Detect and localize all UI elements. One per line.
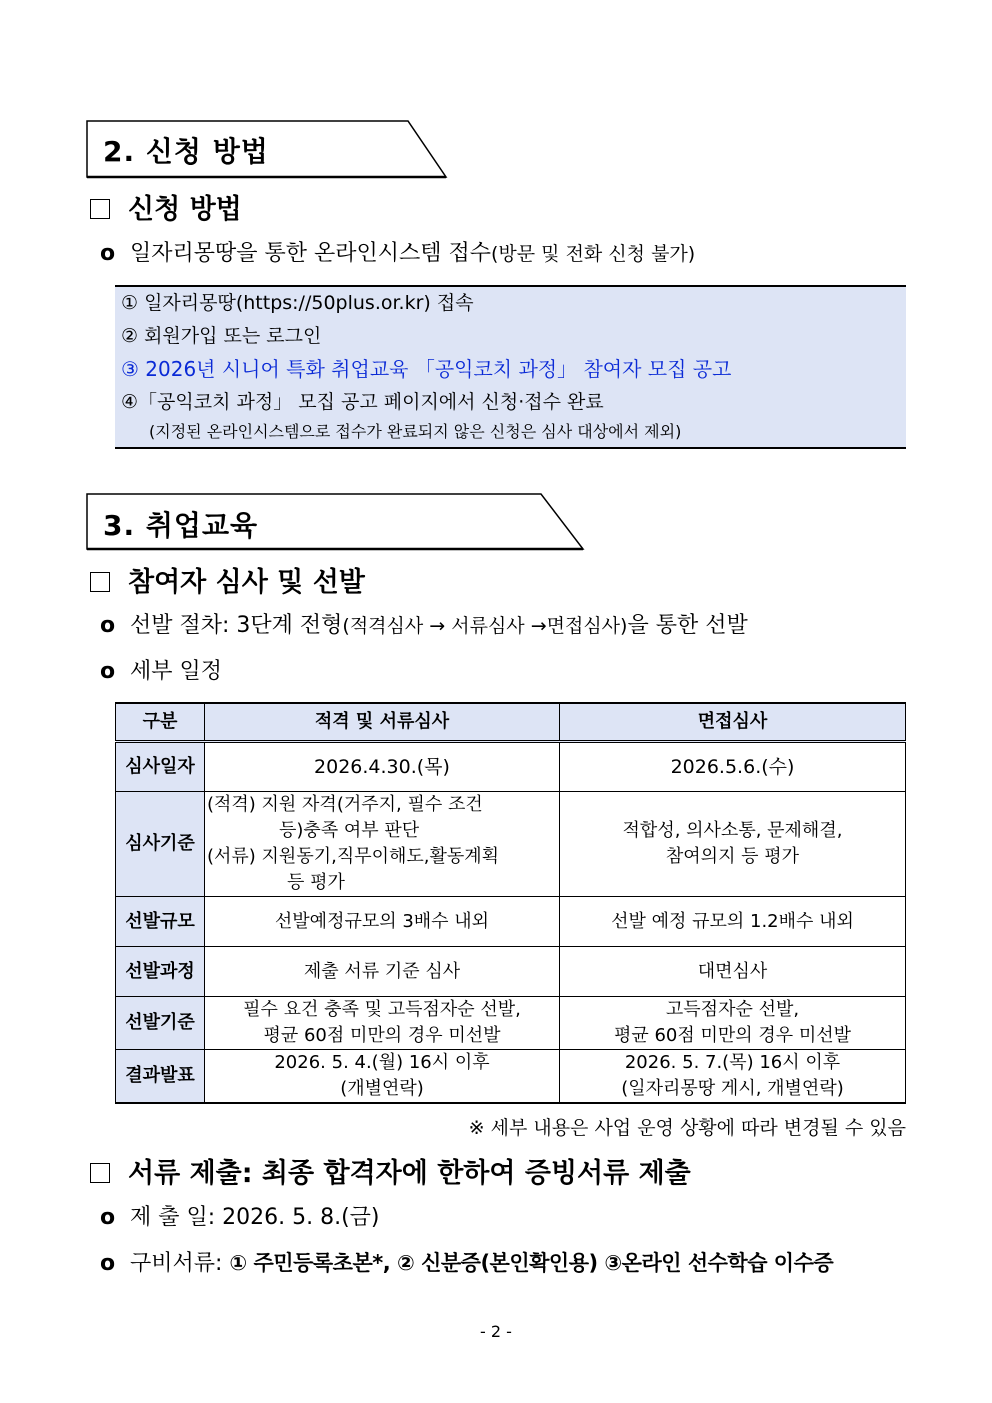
page-number: - 2 - <box>480 1322 512 1341</box>
section3-subheading: 참여자 심사 및 선발 <box>90 560 365 599</box>
steps-note: (지정된 온라인시스템으로 접수가 완료되지 않은 신청은 심사 대상에서 제외) <box>149 422 682 441</box>
document-submission-heading: 서류 제출: 최종 합격자에 한하여 증빙서류 제출 <box>90 1151 691 1190</box>
table-row <box>116 742 906 792</box>
circle-bullet-icon: o <box>100 1205 116 1230</box>
table-cell <box>560 792 906 897</box>
step-1: ① 일자리몽땅(https://50plus.or.kr) 접속 <box>121 292 474 314</box>
circle-bullet-icon: o <box>100 659 116 684</box>
cell-line: 2026. 5. 4.(월) 16시 이후 <box>274 1052 490 1073</box>
table-cell: 2026.5.6.(수) <box>560 742 906 792</box>
cell-line: 등 평가 <box>287 872 345 893</box>
required-documents: o 구비서류: ① 주민등록초본*, ② 신분증(본인확인용) ③온라인 선수학습 이수증 <box>100 1251 834 1276</box>
cell-line: (서류) 지원동기,직무이해도,활동계획 <box>207 846 500 867</box>
table-cell: 선발예정규모의 3배수 내외 <box>205 897 560 947</box>
table-row <box>116 1050 906 1104</box>
row-label: 선발기준 <box>116 997 205 1050</box>
row-label: 결과발표 <box>116 1050 205 1104</box>
table-cell <box>205 997 560 1050</box>
section2-subheading: 신청 방법 <box>90 187 242 226</box>
table-cell <box>560 997 906 1050</box>
circle-bullet-icon: o <box>100 1251 116 1276</box>
cell-line: 고득점자순 선발, <box>665 999 800 1020</box>
cell-line: 등)충족 여부 판단 <box>279 820 420 841</box>
square-bullet-icon <box>90 199 110 219</box>
table-header: 면접심사 <box>560 703 906 742</box>
section2-title: 2. 신청 방법 <box>103 135 269 168</box>
cell-line: (일자리몽땅 게시, 개별연락) <box>621 1078 844 1099</box>
table-header: 구분 <box>116 703 205 742</box>
row-label: 선발규모 <box>116 897 205 947</box>
step-4: ④「공익코치 과정」 모집 공고 페이지에서 신청·접수 완료 <box>121 391 604 413</box>
square-bullet-icon <box>90 572 110 592</box>
table-cell: 대면심사 <box>560 947 906 997</box>
table-row <box>116 792 906 897</box>
table-row <box>116 997 906 1050</box>
square-bullet-icon <box>90 1163 110 1183</box>
circle-bullet-icon: o <box>100 613 116 638</box>
table-cell <box>560 1050 906 1104</box>
row-label: 선발과정 <box>116 947 205 997</box>
submission-date: o 제 출 일: 2026. 5. 8.(금) <box>100 1205 380 1230</box>
detailed-schedule-label: o 세부 일정 <box>100 659 223 684</box>
cell-line: 필수 요건 충족 및 고득점자순 선발, <box>243 999 521 1020</box>
table-row <box>116 947 906 997</box>
cell-line: 참여의지 등 평가 <box>665 846 800 867</box>
step-2: ② 회원가입 또는 로그인 <box>121 325 322 347</box>
cell-line: 적합성, 의사소통, 문제해결, <box>622 820 843 841</box>
row-label: 심사일자 <box>116 742 205 792</box>
table-cell <box>205 1050 560 1104</box>
section2-bullet: o 일자리몽땅을 통한 온라인시스템 접수(방문 및 전화 신청 불가) <box>100 241 696 266</box>
table-cell: 2026.4.30.(목) <box>205 742 560 792</box>
table-header: 적격 및 서류심사 <box>205 703 560 742</box>
table-cell: 제출 서류 기준 심사 <box>205 947 560 997</box>
table-cell: 선발 예정 규모의 1.2배수 내외 <box>560 897 906 947</box>
schedule-table <box>115 702 906 1104</box>
selection-procedure: o 선발 절차: 3단계 전형(적격심사 → 서류심사 →면접심사)을 통한 선발 <box>100 613 748 638</box>
table-header-row <box>116 703 906 742</box>
table-footnote: ※ 세부 내용은 사업 운영 상황에 따라 변경될 수 있음 <box>468 1117 906 1139</box>
application-steps-box <box>115 285 906 449</box>
cell-line: (개별연락) <box>340 1078 424 1099</box>
row-label: 심사기준 <box>116 792 205 897</box>
section3-title: 3. 취업교육 <box>103 509 259 542</box>
table-cell <box>205 792 560 897</box>
cell-line: 2026. 5. 7.(목) 16시 이후 <box>624 1052 841 1073</box>
cell-line: (적격) 지원 자격(거주지, 필수 조건 <box>207 794 483 815</box>
circle-bullet-icon: o <box>100 241 116 266</box>
step-3-link[interactable]: ③ 2026년 시니어 특화 취업교육 「공익코치 과정」 참여자 모집 공고 <box>121 357 732 381</box>
table-row <box>116 897 906 947</box>
cell-line: 평균 60점 미만의 경우 미선발 <box>263 1025 501 1046</box>
cell-line: 평균 60점 미만의 경우 미선발 <box>613 1025 852 1046</box>
